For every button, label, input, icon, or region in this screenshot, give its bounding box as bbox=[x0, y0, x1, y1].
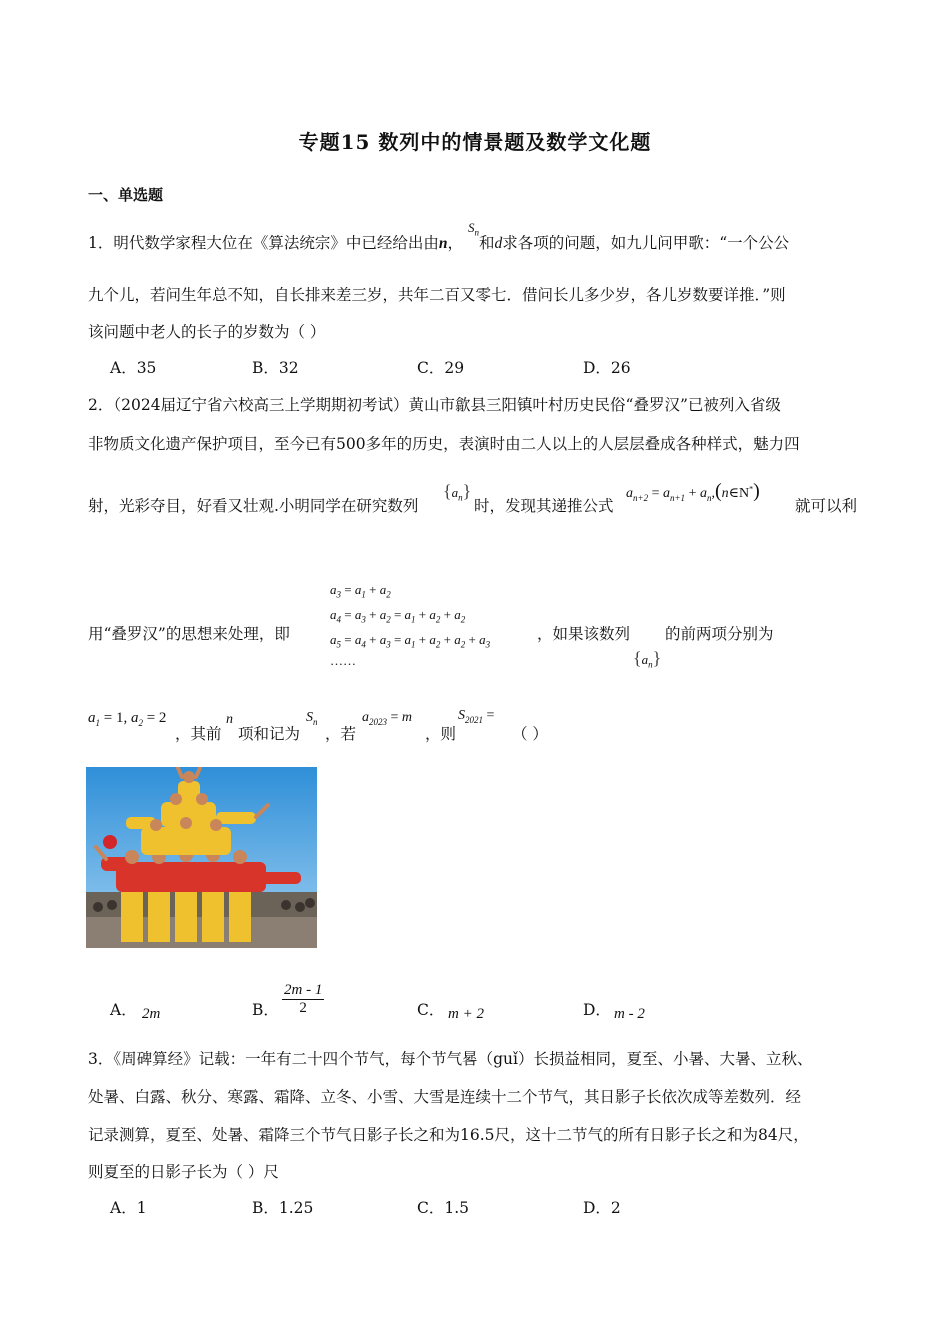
q3-option-c[interactable]: C．1.5 bbox=[417, 1199, 470, 1217]
q3-option-b[interactable]: B．1.25 bbox=[252, 1199, 314, 1217]
q1-text-post: 求各项的问题，如九儿问甲歌：“一个公公 bbox=[502, 234, 790, 252]
initial-values: $a_1 = 1$, $a_2 = 2$ bbox=[88, 710, 167, 728]
q2-line5-a: ，其前 bbox=[175, 725, 222, 743]
q2-option-b[interactable]: B． bbox=[252, 1001, 279, 1019]
q1-line1 bbox=[88, 220, 790, 254]
q1-option-d[interactable]: D．26 bbox=[583, 359, 631, 377]
q2-line3-post: 就可以利 bbox=[795, 497, 858, 515]
q2-option-c-value: m + 2 bbox=[448, 1006, 484, 1022]
a2023-eq-m: $a_{2023} = m$ bbox=[362, 710, 413, 727]
q3-line2: 处暑、白露、秋分、寒露、霜降、立冬、小雪、大雪是连续十二个节气，其日影子长依次成等差数列．经 bbox=[88, 1088, 802, 1106]
q2-line5-c: ，若 bbox=[325, 725, 357, 743]
q1-text: 1．明代数学家程大位在《算法统宗》中已经给出由 bbox=[88, 234, 439, 252]
q2-option-d-value: m - 2 bbox=[614, 1006, 645, 1022]
q3-option-a[interactable]: A．1 bbox=[110, 1199, 147, 1217]
eq-a3: $a_3 = a_1 + a_2$ bbox=[330, 582, 391, 600]
var-n-2: n bbox=[226, 712, 233, 727]
page-title: 专题15 数列中的情景题及数学文化题 bbox=[298, 130, 652, 154]
q2-line3 bbox=[88, 494, 418, 516]
recurrence-formula: $a_{n+2} = a_{n+1}$ + $a_n,(n\in N^*)$ bbox=[626, 480, 760, 503]
q1-line2: 九个儿，若问生年总不知，自长排来差三岁，共年二百又零七．借问长儿多少岁，各儿岁数要详推．”则 bbox=[88, 286, 786, 304]
var-Sn bbox=[467, 220, 479, 238]
q2-line4-pre: 用“叠罗汉”的思想来处理，即 bbox=[88, 625, 290, 643]
q2-line5-d: ，则 bbox=[425, 725, 457, 743]
q2-line2: 非物质文化遗产保护项目，至今已有500多年的历史，表演时由二人以上的人层层叠成各种样式，魅力四 bbox=[88, 435, 800, 453]
luohan-pyramid-photo bbox=[86, 767, 317, 948]
q3-option-d[interactable]: D．2 bbox=[583, 1199, 621, 1217]
eq-dots: …… bbox=[330, 653, 356, 668]
var-Sn-2: $S_n$ bbox=[306, 710, 318, 727]
q1-line3: 该问题中老人的长子的岁数为（ ） bbox=[88, 323, 326, 341]
q1-option-a[interactable]: A．35 bbox=[110, 359, 157, 377]
eq-a5: $a_5 = a_4 + a_3 = a_1 + a_2 + a_2 + a_3$ bbox=[330, 632, 491, 650]
q2-option-a[interactable]: A． bbox=[110, 1001, 137, 1019]
and-word: 和 bbox=[478, 234, 495, 252]
q2-line5-e: （ ） bbox=[512, 725, 548, 743]
q2-option-d[interactable]: D． bbox=[583, 1001, 611, 1019]
q2-line3-pre: 射，光彩夺目，好看又壮观.小明同学在研究数列 bbox=[88, 497, 419, 515]
seq-an-braces: $\{a_n\}$ bbox=[443, 481, 472, 503]
var-a: a bbox=[451, 485, 459, 500]
var-S: S bbox=[467, 220, 475, 235]
q2-line3-mid: 时，发现其递推公式 bbox=[474, 497, 614, 515]
q3-line4: 则夏至的日影子长为（ ）尺 bbox=[88, 1163, 279, 1181]
q3-line1: 3．《周碑算经》记载：一年有二十四个节气，每个节气晷（guǐ）长损益相同，夏至、小暑、大暑、立秋、 bbox=[88, 1050, 813, 1068]
q1-option-c[interactable]: C．29 bbox=[417, 359, 465, 377]
fraction-numerator: 2m - 1 bbox=[284, 982, 323, 998]
q1-option-b[interactable]: B．32 bbox=[252, 359, 299, 377]
q2-line1: 2．（2024届辽宁省六校高三上学期期初考试）黄山市歙县三阳镇叶村历史民俗“叠罗汉”已被列入省级 bbox=[88, 396, 781, 414]
q2-line5-b: 项和记为 bbox=[238, 725, 301, 743]
q2-line4-post: 的前两项分别为 bbox=[665, 625, 774, 643]
var-d: d bbox=[494, 235, 503, 252]
q3-line3: 记录测算，夏至、处暑、霜降三个节气日影子长之和为16.5尺，这十二节气的所有日影子长之和为84尺， bbox=[88, 1126, 809, 1144]
q2-option-b-fraction bbox=[282, 982, 324, 1017]
eq-a4: $a_4 = a_3 + a_2 = a_1 + a_2 + a_2$ bbox=[330, 607, 466, 625]
q2-option-a-value: 2m bbox=[142, 1006, 161, 1022]
section-heading: 一、单选题 bbox=[88, 186, 164, 204]
q2-option-c[interactable]: C． bbox=[417, 1001, 445, 1019]
q2-line4-mid: ，如果该数列 bbox=[537, 625, 631, 643]
fraction-denominator: 2 bbox=[299, 1000, 307, 1016]
comma: ， bbox=[447, 234, 464, 252]
seq-an-braces-2: $\{a_n\}$ bbox=[633, 648, 662, 670]
var-n: n bbox=[438, 235, 448, 252]
sub-n: n bbox=[474, 227, 479, 238]
S2021-eq: $S_{2021}$ = bbox=[458, 708, 495, 725]
